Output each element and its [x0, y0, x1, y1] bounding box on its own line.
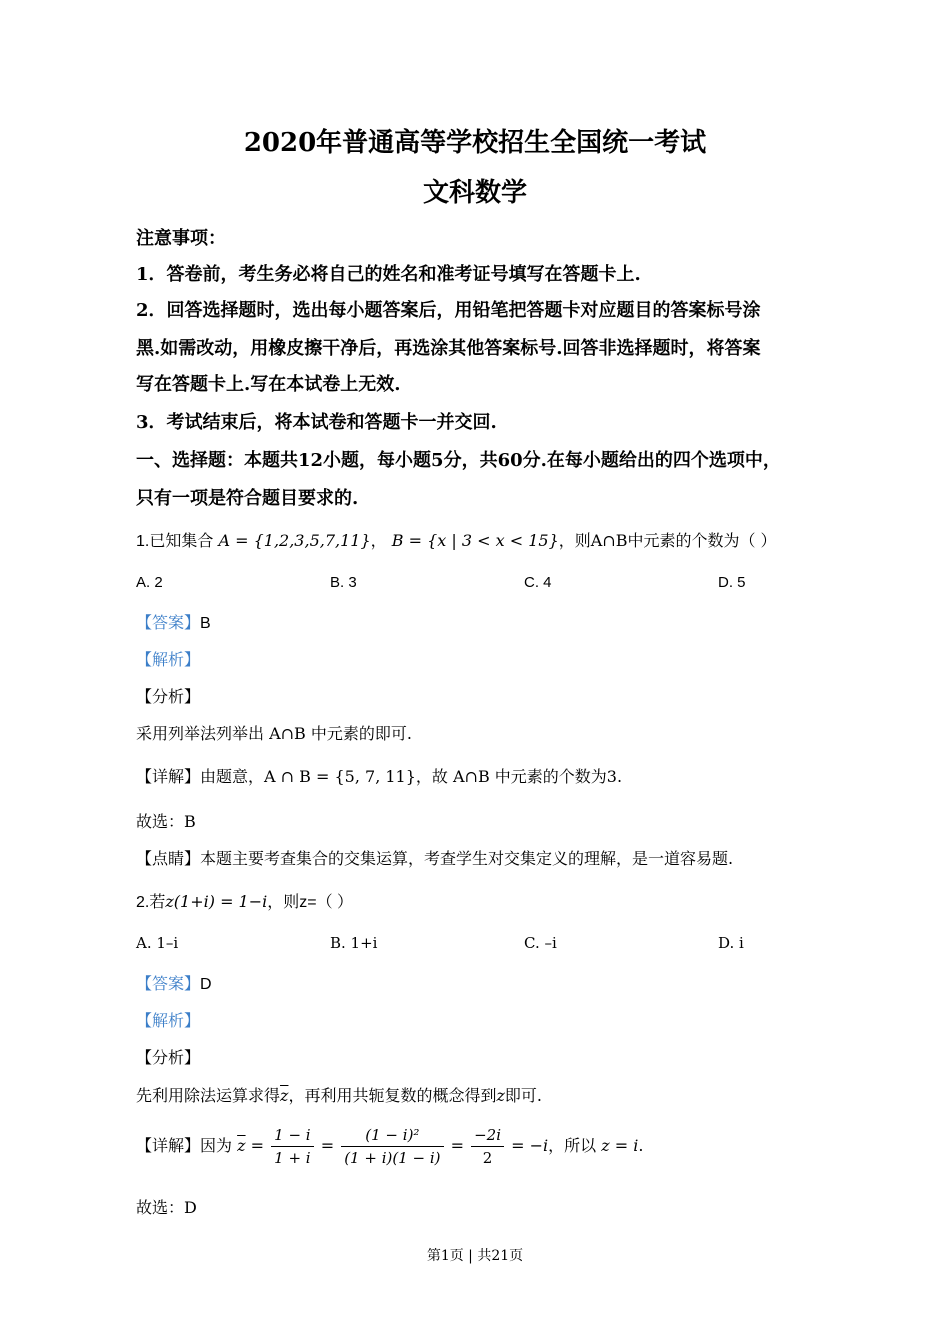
q1-suffix: ，则A∩B中元素的个数为（ ） — [558, 531, 777, 550]
q2-frac3-num: −2i — [471, 1124, 504, 1147]
q2-option-c: C. –i — [524, 934, 557, 952]
question-1-stem — [136, 528, 777, 551]
q2-analysis-label: 【解析】 — [136, 1011, 201, 1030]
q2-frac2-num: (1 − i)² — [341, 1124, 443, 1147]
q2-detail-pre: 因为 — [200, 1136, 233, 1155]
q1-choose: 故选：B — [136, 812, 196, 831]
q2-answer-value: D — [200, 976, 212, 993]
q1-option-b: B. 3 — [330, 574, 357, 591]
q2-eq-1: = — [250, 1136, 265, 1155]
q2-fenxi-zbar: $\overline{z}$ — [280, 1086, 289, 1105]
q1-detail-label: 【详解】 — [136, 767, 201, 786]
page-footer: 第1页 | 共21页 — [426, 1248, 524, 1264]
q2-detail-post: ，所以 — [548, 1136, 597, 1155]
q2-fenxi-a: 先利用除法运算求得 — [136, 1086, 281, 1105]
q2-answer-label: 【答案】 — [136, 974, 201, 993]
q2-final: z = i — [601, 1136, 639, 1155]
q2-fraction-1 — [271, 1124, 313, 1169]
q1-option-c: C. 4 — [524, 574, 552, 591]
q2-detail-zbar: $\overline{z}$ — [237, 1136, 246, 1155]
q1-comment-label: 【点睛】 — [136, 849, 201, 868]
q1-fenxi-text: 采用列举法列举出 A∩B 中元素的即可. — [136, 724, 412, 743]
q2-fenxi-b: ，再利用共轭复数的概念得到 — [288, 1086, 497, 1105]
q1-comment — [136, 846, 733, 869]
notice-item-1: 1．答卷前，考生务必将自己的姓名和准考证号填写在答题卡上. — [136, 264, 641, 285]
q2-answer — [136, 971, 212, 994]
q1-answer-value: B — [200, 615, 211, 632]
q2-period: . — [638, 1136, 644, 1155]
q1-separator: ， — [370, 531, 387, 550]
q1-answer — [136, 610, 211, 633]
q2-frac3-den: 2 — [482, 1149, 493, 1167]
notice-heading: 注意事项： — [136, 228, 226, 249]
q2-fenxi-c: 即可. — [504, 1086, 542, 1105]
q2-frac1-num: 1 − i — [271, 1124, 313, 1147]
notice-item-2-line-3: 写在答题卡上.写在本试卷上无效. — [136, 374, 401, 395]
q2-fenxi-z: z — [496, 1086, 505, 1105]
q2-frac2-den: (1 + i)(1 − i) — [344, 1149, 441, 1167]
q2-prefix: 2.若 — [136, 894, 166, 911]
q2-fenxi — [136, 1083, 542, 1106]
q1-set-b: B = {x | 3 < x < 15} — [391, 531, 559, 550]
q2-option-b: B. 1+i — [330, 934, 378, 952]
q1-detail — [136, 764, 622, 787]
q2-result: = −i — [511, 1136, 549, 1155]
q2-fenxi-label: 【分析】 — [136, 1048, 201, 1067]
q1-comment-text: 本题主要考查集合的交集运算，考查学生对交集定义的理解，是一道容易题. — [200, 849, 734, 868]
q1-option-a: A. 2 — [136, 574, 163, 591]
notice-item-2-line-2: 黑.如需改动，用橡皮擦干净后，再选涂其他答案标号.回答非选择题时，将答案 — [136, 338, 761, 359]
q2-equation: z(1+i) = 1−i — [165, 892, 268, 911]
q1-analysis-label: 【解析】 — [136, 650, 201, 669]
q2-eq-2: = — [320, 1136, 335, 1155]
q1-option-d: D. 5 — [718, 574, 746, 591]
notice-item-2-line-1: 2．回答选择题时，选出每小题答案后，用铅笔把答题卡对应题目的答案标号涂 — [136, 300, 761, 321]
q2-detail-label: 【详解】 — [136, 1136, 201, 1155]
exam-title: 2020年普通高等学校招生全国统一考试 — [243, 128, 707, 158]
q2-fraction-2 — [341, 1124, 443, 1169]
exam-subtitle: 文科数学 — [422, 178, 527, 208]
q2-option-d: D. i — [718, 934, 744, 952]
q1-set-a: A = {1,2,3,5,7,11} — [218, 531, 371, 550]
notice-item-3: 3．考试结束后，将本试卷和答题卡一并交回. — [136, 412, 497, 433]
section-heading-line-1: 一、选择题：本题共12小题，每小题5分，共60分.在每小题给出的四个选项中， — [136, 450, 781, 471]
q1-detail-text: 由题意，A ∩ B = {5, 7, 11}，故 A∩B 中元素的个数为3. — [200, 767, 623, 786]
q2-frac1-den: 1 + i — [274, 1149, 311, 1167]
q2-eq-3: = — [450, 1136, 465, 1155]
q2-suffix: ，则z=（ ） — [267, 894, 354, 911]
q2-choose: 故选：D — [136, 1198, 197, 1217]
q2-option-a: A. 1–i — [136, 934, 179, 952]
q1-prefix: 1.已知集合 — [136, 533, 214, 550]
q1-fenxi-label: 【分析】 — [136, 687, 201, 706]
q1-answer-label: 【答案】 — [136, 613, 201, 632]
question-2-stem — [136, 889, 353, 912]
q2-detail — [136, 1124, 643, 1169]
q2-fraction-3 — [471, 1124, 504, 1169]
section-heading-line-2: 只有一项是符合题目要求的. — [136, 488, 359, 509]
